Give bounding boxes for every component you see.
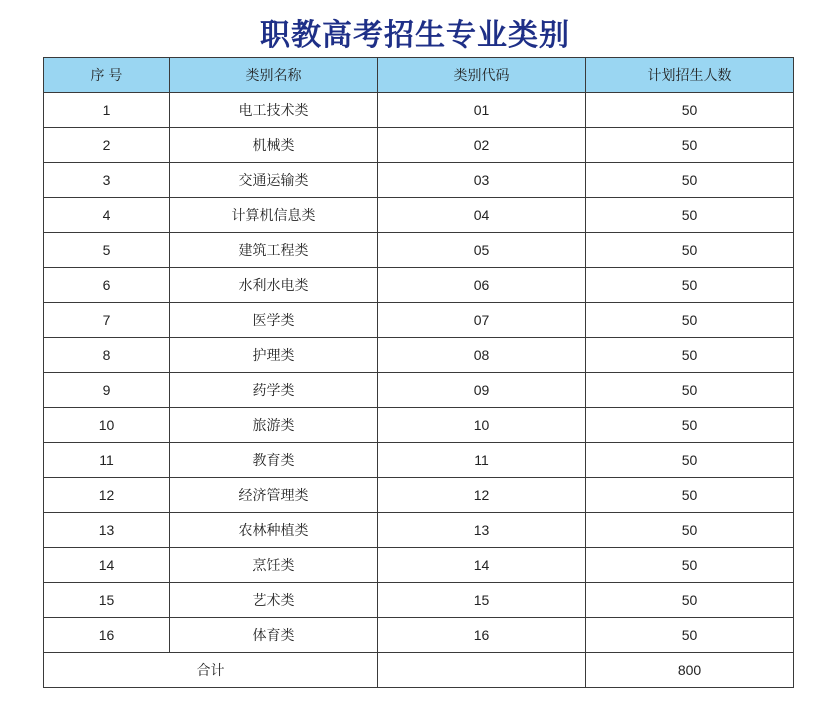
cell-planned-enrollment: 50 [586, 443, 794, 478]
cell-index: 4 [44, 198, 170, 233]
page-title: 职教高考招生专业类别 [260, 18, 570, 53]
table-row [44, 443, 794, 478]
cell-category-name: 护理类 [170, 338, 378, 373]
table-row [44, 548, 794, 583]
table-row [44, 128, 794, 163]
table-row [44, 338, 794, 373]
cell-planned-enrollment: 50 [586, 268, 794, 303]
cell-category-name: 旅游类 [170, 408, 378, 443]
table-row [44, 233, 794, 268]
cell-planned-enrollment: 50 [586, 233, 794, 268]
table-header-row [44, 58, 794, 93]
cell-index: 14 [44, 548, 170, 583]
cell-category-code: 01 [378, 93, 586, 128]
cell-category-code: 11 [378, 443, 586, 478]
cell-planned-enrollment: 50 [586, 583, 794, 618]
table-row [44, 618, 794, 653]
header-category-name: 类别名称 [170, 58, 378, 93]
table-row [44, 583, 794, 618]
table-row [44, 268, 794, 303]
cell-planned-enrollment: 50 [586, 478, 794, 513]
cell-category-code: 12 [378, 478, 586, 513]
cell-planned-enrollment: 50 [586, 618, 794, 653]
cell-category-code: 06 [378, 268, 586, 303]
cell-category-code: 09 [378, 373, 586, 408]
table-body [44, 93, 794, 653]
cell-index: 8 [44, 338, 170, 373]
cell-planned-enrollment: 50 [586, 303, 794, 338]
cell-category-code: 02 [378, 128, 586, 163]
total-empty-cell [378, 653, 586, 688]
cell-category-name: 计算机信息类 [170, 198, 378, 233]
cell-category-code: 15 [378, 583, 586, 618]
cell-index: 15 [44, 583, 170, 618]
table-row [44, 93, 794, 128]
total-row [44, 653, 794, 688]
cell-index: 13 [44, 513, 170, 548]
enrollment-table [43, 57, 794, 688]
table-row [44, 513, 794, 548]
cell-category-name: 体育类 [170, 618, 378, 653]
table-row [44, 303, 794, 338]
cell-category-name: 交通运输类 [170, 163, 378, 198]
cell-index: 1 [44, 93, 170, 128]
cell-planned-enrollment: 50 [586, 163, 794, 198]
cell-planned-enrollment: 50 [586, 548, 794, 583]
table-row [44, 408, 794, 443]
total-value: 800 [586, 653, 794, 688]
cell-index: 5 [44, 233, 170, 268]
cell-category-name: 建筑工程类 [170, 233, 378, 268]
cell-category-name: 水利水电类 [170, 268, 378, 303]
table-row [44, 163, 794, 198]
cell-category-code: 03 [378, 163, 586, 198]
cell-category-code: 14 [378, 548, 586, 583]
cell-index: 9 [44, 373, 170, 408]
cell-index: 12 [44, 478, 170, 513]
cell-index: 16 [44, 618, 170, 653]
cell-planned-enrollment: 50 [586, 198, 794, 233]
cell-category-name: 艺术类 [170, 583, 378, 618]
cell-index: 11 [44, 443, 170, 478]
cell-planned-enrollment: 50 [586, 93, 794, 128]
cell-category-code: 04 [378, 198, 586, 233]
cell-planned-enrollment: 50 [586, 373, 794, 408]
cell-planned-enrollment: 50 [586, 408, 794, 443]
cell-category-name: 电工技术类 [170, 93, 378, 128]
cell-category-code: 10 [378, 408, 586, 443]
total-label: 合计 [44, 653, 378, 688]
header-index: 序 号 [44, 58, 170, 93]
cell-category-name: 经济管理类 [170, 478, 378, 513]
cell-planned-enrollment: 50 [586, 338, 794, 373]
cell-planned-enrollment: 50 [586, 128, 794, 163]
cell-index: 3 [44, 163, 170, 198]
cell-category-name: 烹饪类 [170, 548, 378, 583]
cell-category-name: 药学类 [170, 373, 378, 408]
cell-category-name: 机械类 [170, 128, 378, 163]
header-category-code: 类别代码 [378, 58, 586, 93]
cell-planned-enrollment: 50 [586, 513, 794, 548]
cell-category-name: 农林种植类 [170, 513, 378, 548]
cell-index: 2 [44, 128, 170, 163]
cell-category-code: 13 [378, 513, 586, 548]
table-row [44, 373, 794, 408]
header-planned-enrollment: 计划招生人数 [586, 58, 794, 93]
cell-category-code: 07 [378, 303, 586, 338]
cell-index: 7 [44, 303, 170, 338]
cell-index: 6 [44, 268, 170, 303]
cell-category-code: 05 [378, 233, 586, 268]
cell-category-name: 医学类 [170, 303, 378, 338]
table-row [44, 478, 794, 513]
cell-category-name: 教育类 [170, 443, 378, 478]
cell-index: 10 [44, 408, 170, 443]
cell-category-code: 08 [378, 338, 586, 373]
table-row [44, 198, 794, 233]
cell-category-code: 16 [378, 618, 586, 653]
